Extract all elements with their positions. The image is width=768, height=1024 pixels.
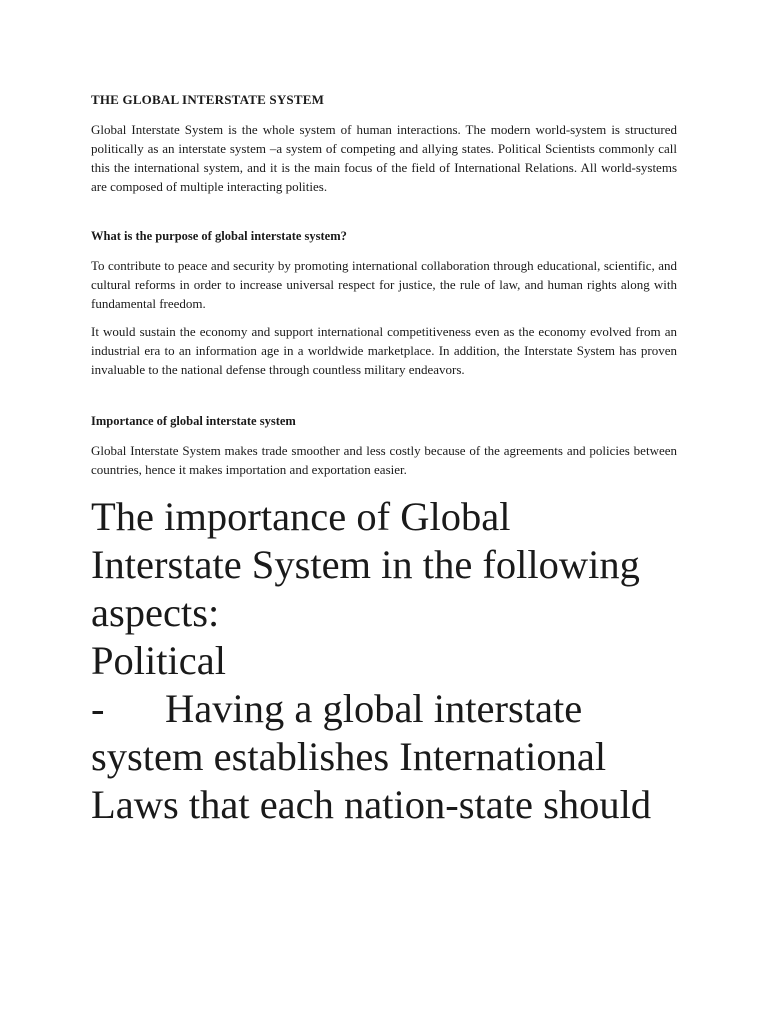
document-page — [91, 92, 677, 829]
purpose-paragraph-2: It would sustain the economy and support international competitiveness even as the economy evolved from an industrial era to an information age in a worldwide marketplace. In addition, the Interstate System has proven invaluable to the national defense through countless military endeavors. — [91, 324, 677, 377]
importance-paragraph: Global Interstate System makes trade smoother and less costly because of the agreements and policies between countries, hence it makes importation and exportation easier. — [91, 443, 677, 477]
large-text-block — [91, 493, 677, 829]
large-text-line: Interstate System in the following — [91, 542, 640, 587]
purpose-paragraph-1: To contribute to peace and security by promoting international collaboration through educational, scientific, and cultural reforms in order to increase universal respect for justice, the rule of law, and human rights along with fundamental freedom. — [91, 258, 677, 311]
purpose-heading: What is the purpose of global interstate system? — [91, 229, 347, 243]
bullet-text-line: system establishes International — [91, 734, 607, 779]
bullet-item — [91, 685, 677, 733]
document-title: THE GLOBAL INTERSTATE SYSTEM — [91, 92, 325, 107]
large-text-line: aspects: — [91, 590, 220, 635]
bullet-dash: - — [91, 686, 105, 731]
bullet-text-line: Laws that each nation-state should — [91, 782, 652, 827]
bullet-text-line: Having a global interstate — [165, 686, 583, 731]
intro-paragraph: Global Interstate System is the whole system of human interactions. The modern world-system is structured politically as an interstate system –a system of competing and allying states. Political Scientists commonly call this the international system, and it is the main focus of the field of International Relations. All world-systems are composed of multiple interacting polities. — [91, 122, 677, 194]
importance-heading: Importance of global interstate system — [91, 414, 296, 428]
section-label-political: Political — [91, 638, 226, 683]
large-text-line: The importance of Global — [91, 494, 511, 539]
